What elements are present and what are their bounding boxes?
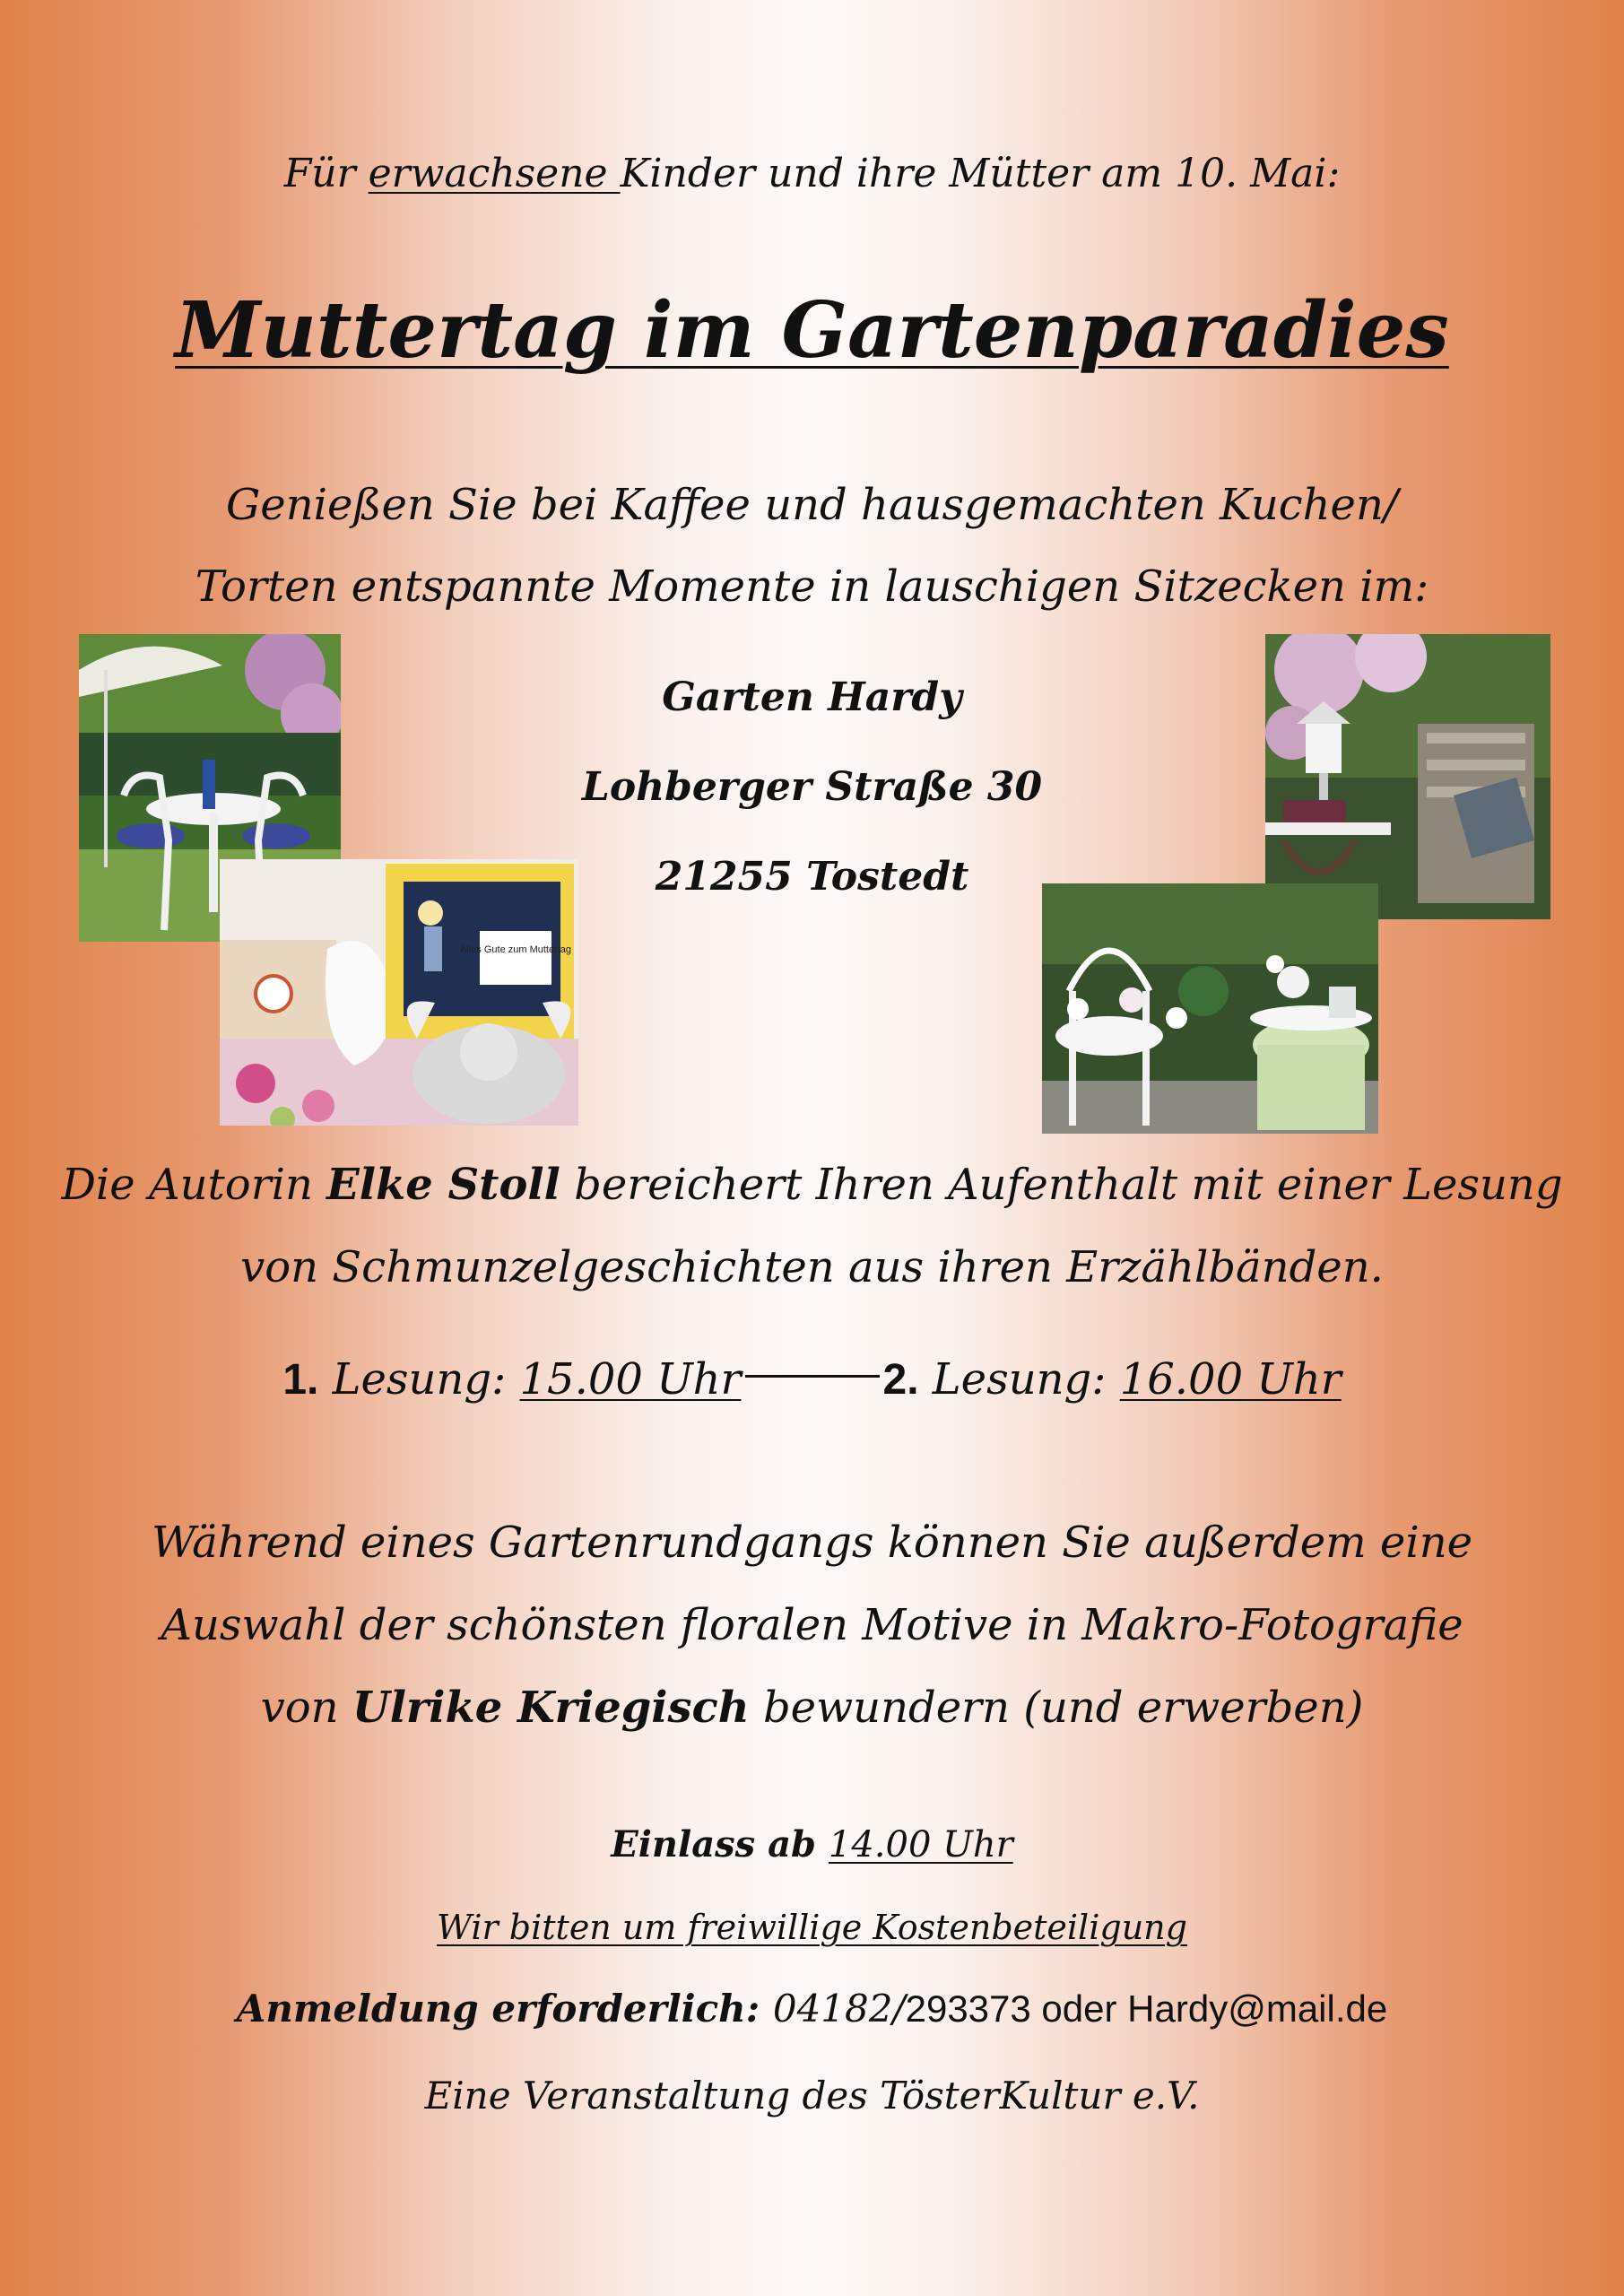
second-reading-label: Lesung: [918,1354,1120,1405]
photo-lantern-bench [1265,634,1550,919]
entry-time: 14.00 Uhr [828,1824,1013,1866]
first-reading-label: Lesung: [318,1354,520,1405]
venue-street: Lohberger Straße 30 [581,764,1043,810]
tour-text-pre: von [260,1683,352,1733]
registration-area-code: 04182/ [772,1987,906,2031]
photographer-name: Ulrike Kriegisch [352,1683,750,1733]
tour-text-post: bewundern (und erwerben) [749,1683,1364,1733]
intro-underlined: erwachsene [368,151,621,196]
intro-text-2: Kinder und ihre Mütter am 10. Mai: [620,151,1341,196]
contribution-note: Wir bitten um freiwillige Kostenbeteiligung [437,1908,1187,1947]
intro-line [0,151,1624,196]
second-reading-time: 16.00 Uhr [1119,1354,1342,1405]
tour-line-2: Auswahl der schönsten floralen Motive in Makro-Fotografie [161,1600,1463,1650]
reading-line-1 [0,1160,1624,1210]
venue-name: Garten Hardy [662,674,962,720]
invite-line-2: Torten entspannte Momente in lauschigen Sitzecken im: [195,561,1429,612]
tour-line-3 [0,1683,1624,1733]
registration-contact: 293373 oder Hardy@mail.de [905,1987,1388,2030]
organizer-line: Eine Veranstaltung des TösterKultur e.V. [424,2074,1200,2118]
author-name: Elke Stoll [326,1160,560,1210]
tour-line-1: Während eines Gartenrundgangs können Sie außerdem eine [151,1518,1473,1568]
entry-line [0,1823,1624,1866]
second-reading-number: 2. [882,1356,919,1404]
venue-city: 21255 Tostedt [655,854,969,900]
reading-text-pre: Die Autorin [61,1160,327,1210]
first-reading-time: 15.00 Uhr [519,1354,742,1405]
photo-card-angel [220,859,578,1126]
registration-label: Anmeldung erforderlich: [236,1987,773,2031]
first-reading-number: 1. [282,1356,319,1404]
invite-line-1: Genießen Sie bei Kaffee und hausgemachten Kuchen/ [225,480,1399,530]
card-text: Alles Gute zum Muttertag [459,944,572,955]
photo-chair-planter [1042,883,1378,1134]
intro-text-1: Für [283,151,369,196]
entry-label: Einlass ab [611,1823,829,1866]
reading-text-post: bereichert Ihren Aufenthalt mit einer Lesung [560,1160,1563,1210]
reading-line-2: von Schmunzelgeschichten aus ihren Erzählbänden. [240,1242,1384,1292]
times-divider [745,1375,880,1378]
page-title: Muttertag im Gartenparadies [175,285,1449,376]
registration-line [0,1987,1624,2031]
reading-times [0,1354,1624,1405]
